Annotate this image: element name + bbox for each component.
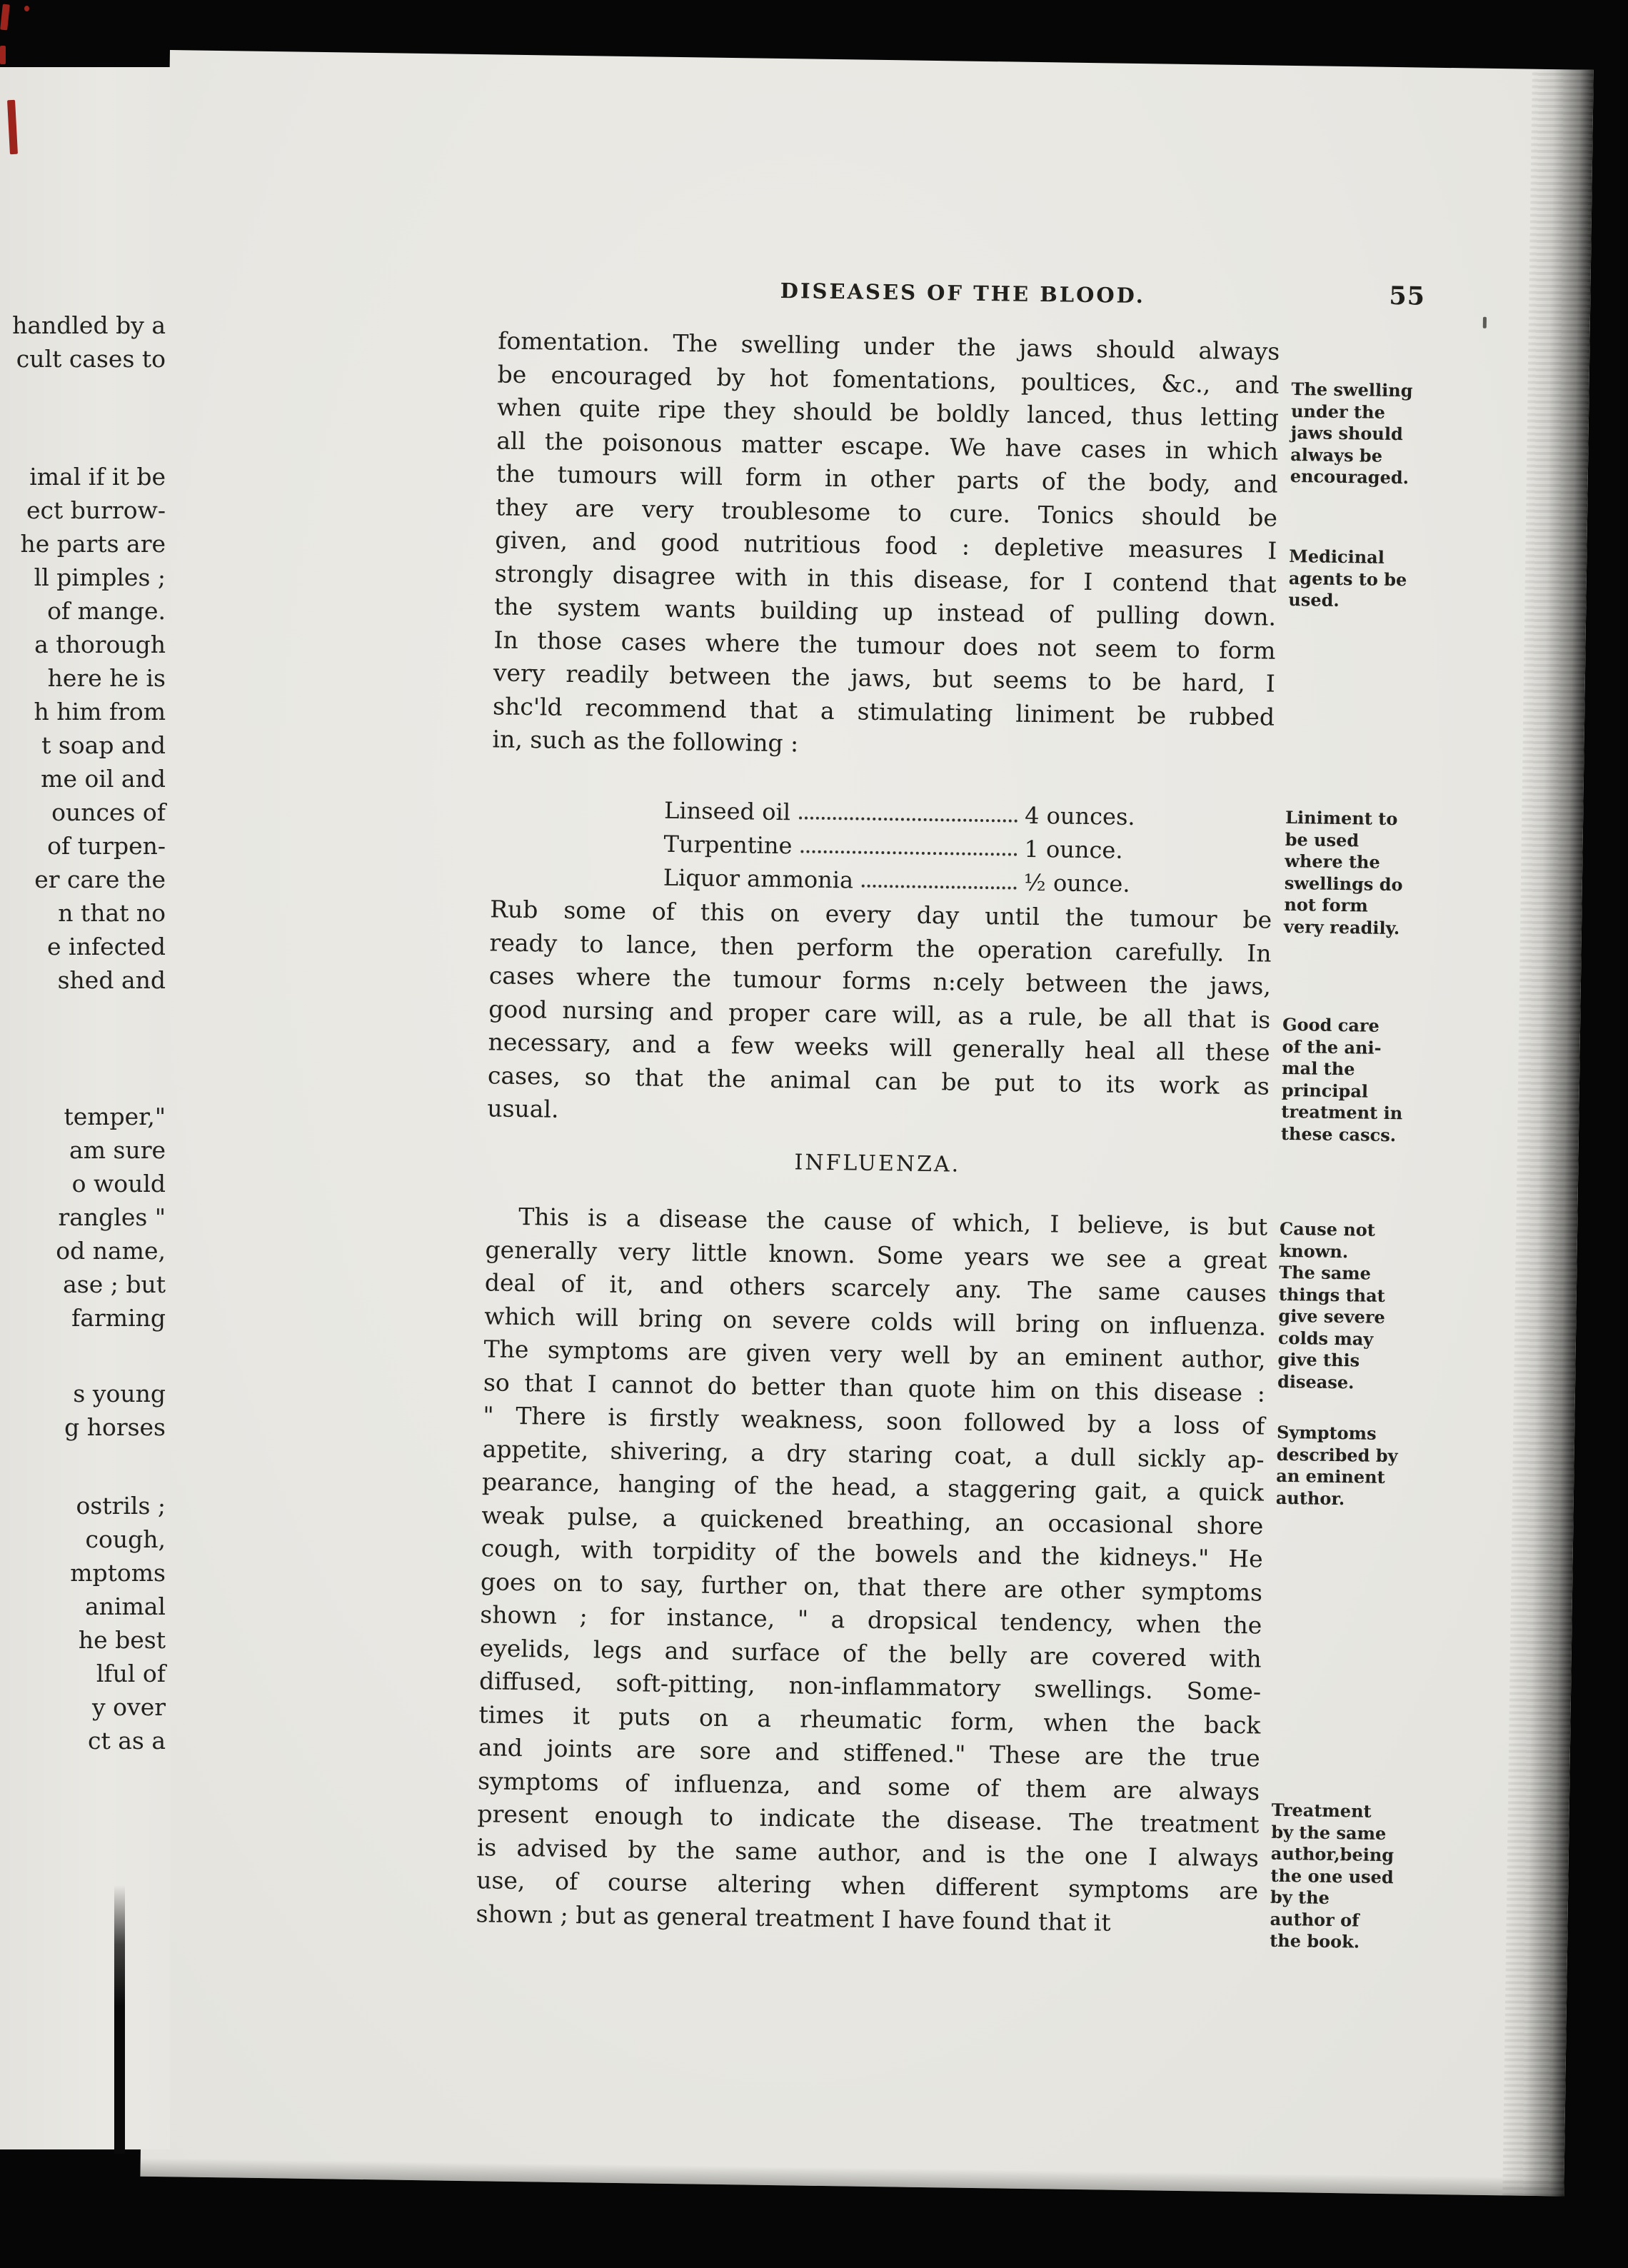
margin-note-line: described by [1276, 1443, 1398, 1466]
margin-note [1284, 807, 1507, 940]
text-line: symptoms of influenza, and some of them are always [477, 1766, 1260, 1806]
red-mark [0, 4, 10, 31]
left-page-line: animal [84, 1592, 166, 1620]
left-page-line: he parts are [20, 530, 166, 558]
margin-note-line: The same [1279, 1261, 1372, 1284]
body-paragraph-2 [487, 893, 1272, 1136]
left-page-line: er care the [34, 865, 166, 893]
body-paragraph-3 [476, 1200, 1267, 1941]
left-page-line: e infected [47, 933, 166, 960]
margin-note-line: author of [1270, 1908, 1360, 1931]
left-page-line: cult cases to [16, 345, 166, 373]
text-line: In those cases where the tumour does not seem to form [493, 625, 1276, 665]
left-page-line: t soap and [41, 731, 166, 759]
text-line: diffused, soft-pitting, non-inflammatory swellings. Some- [478, 1667, 1262, 1706]
margin-note-line: these cascs. [1280, 1123, 1397, 1145]
left-page-line: ct as a [87, 1727, 166, 1755]
text-line: shc'ld recommend that a stimulating liniment be rubbed [492, 691, 1275, 731]
left-page-line: o would [71, 1170, 166, 1198]
left-page-line: ostrils ; [76, 1492, 166, 1520]
text-line: use, of course altering when different symptoms are [476, 1866, 1259, 1905]
margin-note-line: treatment in [1281, 1100, 1403, 1124]
left-page-line: ounces of [51, 798, 166, 826]
margin-note-line: be used [1285, 828, 1360, 850]
text-line: goes on to say, further on, that there are other symptoms [480, 1567, 1263, 1607]
recipe-line: Liquor ammonia ½ ounce. [663, 863, 1130, 898]
text-line: times it puts on a rheumatic form, when the back [478, 1700, 1261, 1740]
text-line: is advised by the same author, and is the one I always [476, 1832, 1260, 1872]
margin-note-line: jaws should [1290, 421, 1403, 445]
text-line: generally very little known. Some years we see a great [485, 1235, 1267, 1275]
margin-note-line: Cause not [1279, 1218, 1376, 1240]
page-edge [1502, 69, 1594, 2197]
text-line: which will bring on severe colds will bring on influenza. [484, 1301, 1267, 1341]
left-page-line: y over [92, 1693, 166, 1721]
left-page-line: imal if it be [29, 463, 166, 491]
left-page-line: rangles " [58, 1203, 166, 1231]
text-line: cough, with torpidity of the bowels and the kidneys." He [481, 1534, 1263, 1573]
text-line: cases where the tumour forms n:cely between the jaws, [488, 961, 1272, 1000]
margin-note-line: an eminent [1276, 1465, 1385, 1487]
margin-note-line: The swelling [1291, 378, 1413, 401]
margin-note-line: Medicinal [1289, 545, 1385, 568]
margin-note-line: under the [1290, 400, 1386, 423]
body-paragraph-1 [492, 324, 1280, 767]
left-page-line: me oil and [41, 765, 166, 793]
text-line: the system wants building up instead of pulling down. [493, 592, 1277, 631]
margin-note-line: colds may [1277, 1327, 1374, 1350]
left-page-line: ase ; but [63, 1270, 166, 1298]
text-line: Rub some of this on every day until the tumour be [489, 895, 1272, 934]
text-line: all the poisonous matter escape. We have cases in which [496, 426, 1279, 466]
left-page-line: a thorough [34, 631, 166, 658]
text-line: they are very troublesome to cure. Tonics should be [495, 492, 1278, 532]
margin-note [1288, 546, 1510, 614]
text-line: " There is firstly weakness, soon followed by a loss of [483, 1401, 1265, 1440]
left-page-line: of mange. [47, 597, 166, 625]
text-line: the tumours will form in other parts of the body, and [496, 459, 1278, 498]
margin-note [1281, 1014, 1504, 1148]
margin-note-line: of the ani- [1282, 1035, 1382, 1058]
margin-note-line: agents to be [1288, 567, 1407, 590]
margin-note-line: give severe [1278, 1305, 1385, 1328]
left-page-line: ll pimples ; [34, 563, 166, 591]
text-line: in, such as the following : [492, 725, 799, 758]
margin-note-line: disease. [1277, 1370, 1355, 1393]
text-line: pearance, hanging of the head, a staggering gait, a quick [481, 1467, 1265, 1507]
margin-note-line: Liniment to [1285, 806, 1398, 830]
text-line: This is a disease the cause of which, I believe, is but [518, 1202, 1268, 1241]
left-page [0, 67, 170, 2149]
text-line: deal of it, and others scarcely any. The same causes [484, 1268, 1267, 1308]
text-line: eyelids, legs and surface of the belly are covered with [479, 1633, 1262, 1673]
margin-note-line: not form [1284, 893, 1368, 916]
margin-note-line: known. [1279, 1240, 1349, 1262]
text-line: very readily between the jaws, but seems to be hard, I [493, 658, 1276, 698]
text-line: The symptoms are given very well by an eminent author, [483, 1335, 1266, 1374]
gutter-shadow [114, 1885, 125, 2154]
text-line: usual. [487, 1094, 559, 1123]
recipe-line: Turpentine 1 ounce. [663, 830, 1123, 864]
margin-note-line: things that [1278, 1283, 1385, 1306]
margin-note-line: very readily. [1283, 915, 1400, 938]
left-page-line: lful of [96, 1660, 166, 1687]
left-page-line: he best [78, 1626, 166, 1654]
left-page-line: handled by a [12, 311, 166, 339]
text-line: appetite, shivering, a dry staring coat, a dull sickly ap- [482, 1434, 1265, 1474]
left-page-line: s young [73, 1380, 166, 1408]
liniment-recipe [663, 794, 1165, 902]
margin-note-line: Treatment [1271, 1799, 1372, 1822]
text-line: weak pulse, a quickened breathing, an occasional shore [481, 1500, 1264, 1540]
margin-note [1277, 1218, 1501, 1395]
text-line: and joints are sore and stiffened." These are the true [478, 1733, 1261, 1772]
text-line: given, and good nutritious food : depletive measures I [495, 526, 1277, 565]
left-page-line: g horses [64, 1413, 166, 1441]
text-line: fomentation. The swelling under the jaws should always [498, 326, 1280, 366]
red-mark [24, 6, 29, 11]
margin-note-line: give this [1277, 1348, 1360, 1371]
left-page-line: n that no [58, 899, 166, 927]
margin-note-line: where the [1285, 850, 1380, 873]
margin-note-line: principal [1281, 1079, 1369, 1102]
margin-note-line: the book. [1269, 1930, 1360, 1952]
section-heading-influenza: INFLUENZA. [794, 1150, 961, 1178]
text-line: shown ; for instance, " a dropsical tendency, when the [480, 1600, 1262, 1640]
left-page-line: h him from [34, 698, 166, 726]
margin-note-line: by the [1270, 1886, 1330, 1908]
recipe-line: Linseed oil 4 ounces. [663, 796, 1135, 831]
text-line: shown ; but as general treatment I have found that it [476, 1899, 1112, 1937]
margin-note-line: by the same [1271, 1821, 1387, 1844]
margin-note [1270, 1800, 1493, 1955]
left-page-line: temper," [64, 1103, 166, 1130]
running-header: DISEASES OF THE BLOOD. [780, 278, 1146, 308]
page-edge [140, 2158, 1564, 2197]
margin-note-line: used. [1288, 588, 1340, 611]
left-page-line: of turpen- [47, 832, 166, 860]
left-page-line: farming [71, 1304, 166, 1332]
left-page-line: shed and [57, 966, 166, 994]
left-page-line: am sure [69, 1136, 166, 1164]
margin-note [1276, 1422, 1499, 1512]
left-page-line: od name, [56, 1237, 166, 1265]
text-line: so that I cannot do better than quote him on this disease : [483, 1368, 1266, 1408]
margin-note [1290, 378, 1513, 491]
text-line: ready to lance, then perform the operation carefully. In [489, 928, 1272, 968]
page-number: 55 [1389, 281, 1426, 311]
main-page [140, 50, 1593, 2197]
text-line: when quite ripe they should be boldly lanced, thus letting [496, 393, 1280, 432]
text-line: necessary, and a few weeks will generally heal all these [488, 1028, 1270, 1067]
margin-note-line: the one used [1270, 1865, 1394, 1887]
text-line: good nursing and proper care will, as a rule, be all that is [488, 994, 1271, 1034]
left-page-line: ect burrow- [26, 496, 166, 524]
left-page-line: cough, [85, 1525, 166, 1553]
ink-speck [1483, 317, 1487, 328]
margin-note-line: author. [1275, 1487, 1345, 1509]
text-line: present enough to indicate the disease. The treatment [477, 1800, 1260, 1839]
margin-note-line: Good care [1282, 1013, 1380, 1036]
red-mark [0, 46, 6, 64]
text-line: be encouraged by hot fomentations, poultices, &c., and [497, 359, 1280, 399]
text-line: strongly disagree with in this disease, for I contend that [494, 558, 1277, 598]
left-page-line: here he is [47, 664, 166, 692]
margin-note-line: encouraged. [1290, 465, 1410, 488]
margin-note-line: always be [1290, 443, 1383, 466]
margin-note-line: author,being [1270, 1842, 1395, 1866]
left-page-line: mptoms [70, 1559, 166, 1587]
margin-note-line: swellings do [1284, 872, 1403, 895]
margin-note-line: mal the [1282, 1057, 1355, 1080]
margin-note-line: Symptoms [1276, 1421, 1377, 1444]
text-line: cases, so that the animal can be put to its work as [487, 1060, 1270, 1100]
